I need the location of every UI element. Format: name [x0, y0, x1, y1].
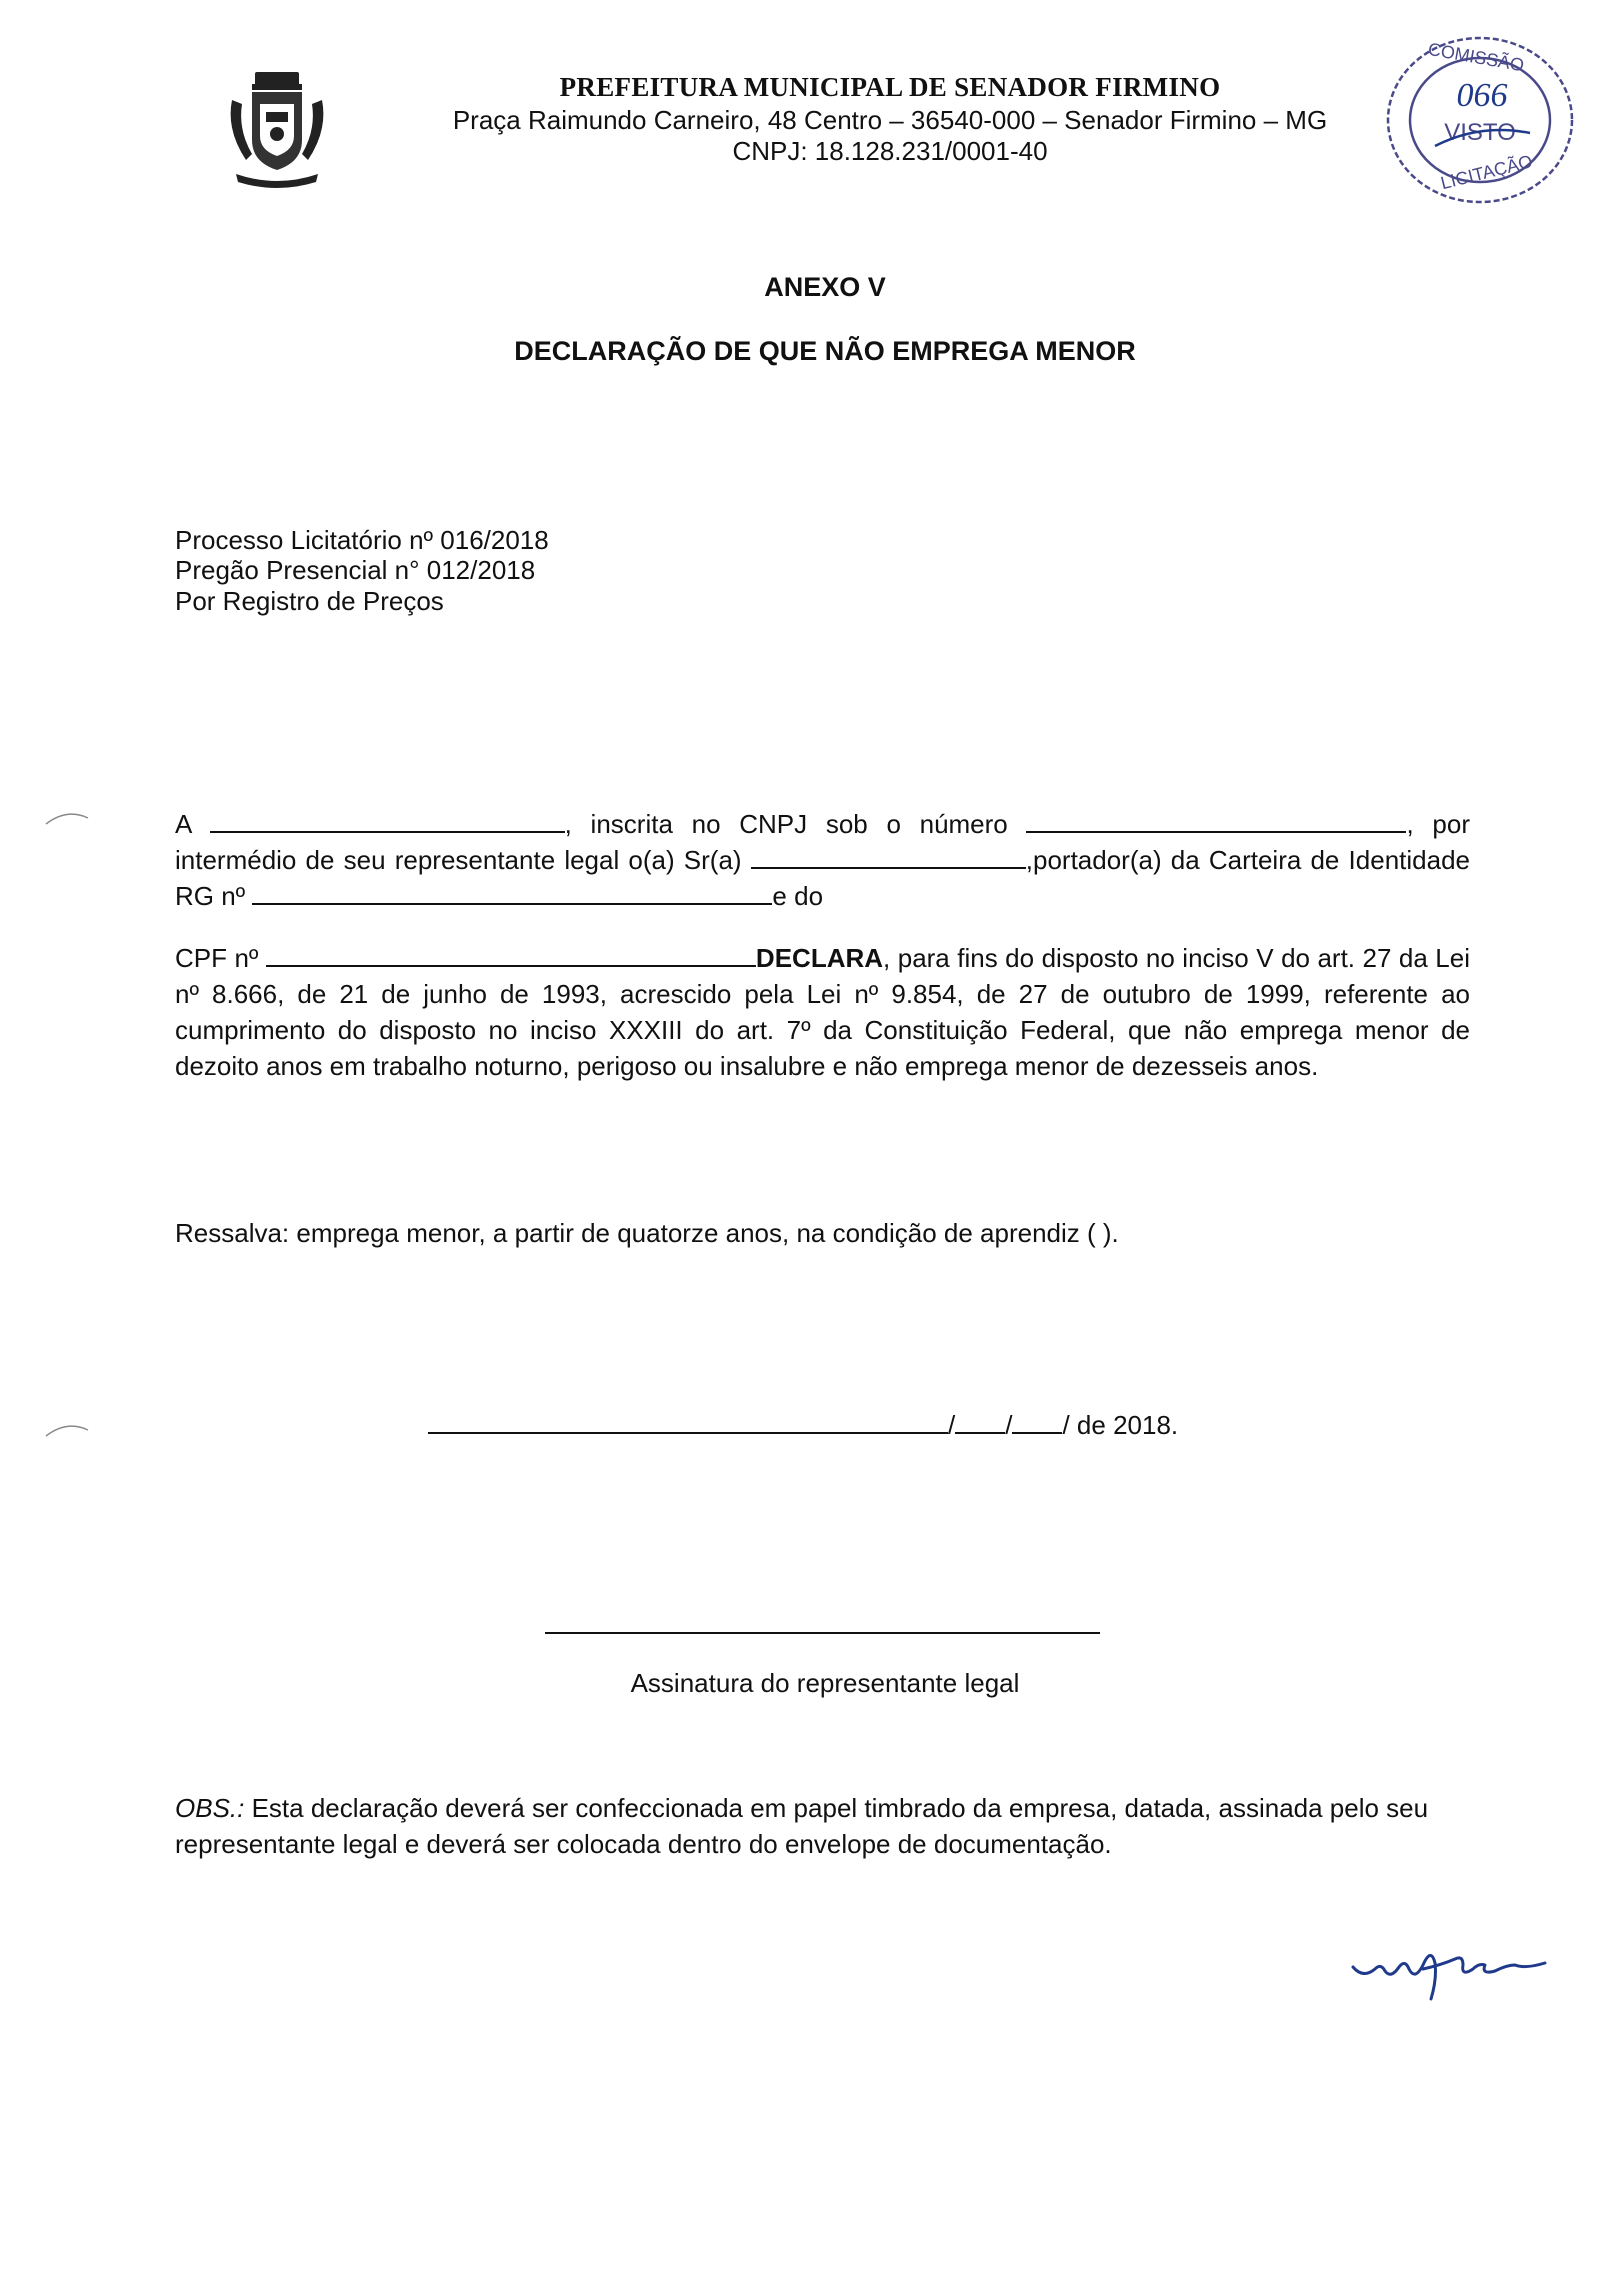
declaration-paragraph — [175, 940, 1470, 1084]
date-line — [428, 1410, 1178, 1441]
municipal-crest-icon — [222, 70, 332, 195]
para-a: A — [175, 809, 191, 839]
stamp-word: VISTO — [1444, 119, 1516, 146]
para-e-do-text: e do — [772, 881, 824, 911]
ressalva-text: Ressalva: emprega menor, a partir de quatorze anos, na condição de aprendiz ( ). — [175, 1218, 1119, 1248]
stamp-arc-top: COMISSÃO — [1426, 38, 1526, 76]
process-number: Processo Licitatório nº 016/2018 — [175, 525, 549, 555]
representative-name-field[interactable] — [751, 845, 1026, 869]
declarant-paragraph — [175, 806, 1470, 914]
obs-note — [175, 1790, 1475, 1862]
stamp-arc-bottom: LICITAÇÃO — [1438, 151, 1535, 194]
handwritten-initials-icon — [1345, 1935, 1555, 2015]
para-declara: DECLARA — [755, 943, 884, 973]
date-year: de 2018. — [1069, 1410, 1179, 1440]
month-field[interactable] — [1012, 1410, 1062, 1434]
date-sep-3: / — [1062, 1410, 1070, 1440]
date-sep-1: / — [948, 1410, 956, 1440]
stamp-number: 066 — [1456, 77, 1508, 114]
cpf-field[interactable] — [266, 943, 756, 967]
place-field[interactable] — [428, 1410, 948, 1434]
visto-stamp-icon — [1380, 28, 1580, 208]
day-field[interactable] — [955, 1410, 1005, 1434]
letterhead-cnpj: CNPJ: 18.128.231/0001-40 — [732, 136, 1048, 166]
para-cnpj-text: , inscrita no CNPJ sob o número — [564, 809, 1008, 839]
obs-text: Esta declaração deverá ser confeccionada em papel timbrado da empresa, datada, assinada pelo seu representante legal e deverá ser colocada dentro do envelope de documentação. — [175, 1793, 1429, 1859]
cnpj-field[interactable] — [1026, 809, 1406, 833]
document-title: DECLARAÇÃO DE QUE NÃO EMPREGA MENOR — [514, 336, 1136, 366]
obs-label: OBS.: — [175, 1793, 245, 1823]
signature-line[interactable] — [545, 1632, 1100, 1634]
letterhead-address: Praça Raimundo Carneiro, 48 Centro – 36540-000 – Senador Firmino – MG — [452, 105, 1328, 135]
margin-mark-icon — [42, 808, 92, 828]
para-por-text: , por intermédio de seu representante legal o(a) Sr(a) — [175, 809, 1470, 875]
para-portador-text: ,portador(a) da Carteira de Identidade RG nº — [175, 845, 1471, 911]
rg-field[interactable] — [252, 881, 772, 905]
signature-label: Assinatura do representante legal — [630, 1668, 1020, 1698]
letterhead-name: PREFEITURA MUNICIPAL DE SENADOR FIRMINO — [559, 72, 1221, 102]
para-declaration-text: , para fins do disposto no inciso V do art. 27 da Lei nº 8.666, de 21 de junho de 1993, acrescido pela Lei nº 9.854, de 27 de outubro de 1999, referente ao cumprimento do disposto no inciso XXXIII do art. 7º da Constituição Federal, que não emprega menor de dezoito anos em trabalho noturno, perigoso ou insalubre e não emprega menor de dezesseis anos. — [175, 943, 1470, 1081]
registry-type: Por Registro de Preços — [175, 586, 444, 616]
margin-mark-icon — [42, 1420, 92, 1440]
date-sep-2: / — [1005, 1410, 1013, 1440]
para-cpf-label: CPF nº — [175, 943, 259, 973]
company-name-field[interactable] — [210, 809, 565, 833]
annex-title: ANEXO V — [764, 272, 886, 302]
auction-number: Pregão Presencial n° 012/2018 — [175, 555, 536, 585]
